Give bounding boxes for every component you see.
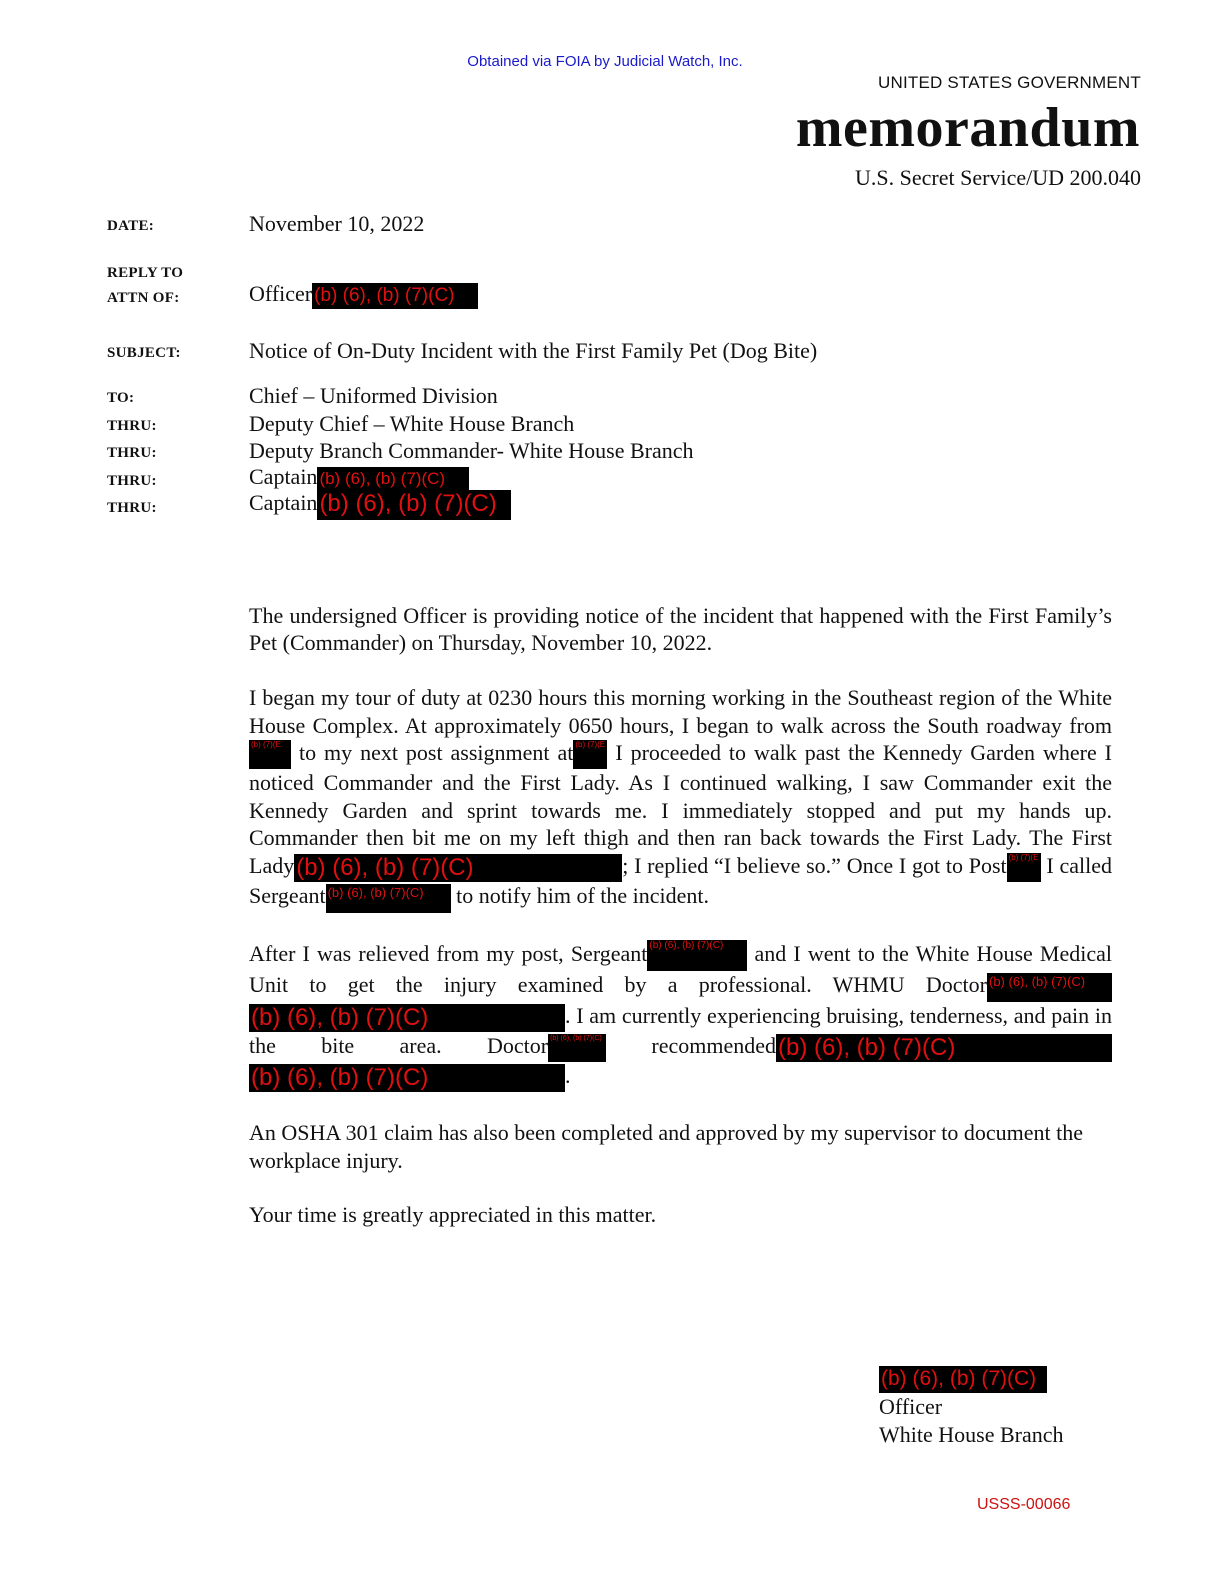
- thru-label: THRU:: [107, 445, 157, 461]
- redaction-box: (b) (6), (b) (7)(C): [776, 1034, 1112, 1062]
- redaction-box: (b) (6), (b) (7)(C): [294, 854, 622, 882]
- reply-label-line1: REPLY TO: [107, 265, 184, 281]
- redaction-box: (b) (6), (b) (7)(C): [548, 1034, 606, 1062]
- redaction-box: (b) (6), (b) (7)(C): [987, 973, 1112, 1002]
- redaction-box: (b) (6), (b) (7)(C): [647, 940, 747, 971]
- body-paragraph-4: An OSHA 301 claim has also been completed and approved by my supervisor to document the workplace injury.: [249, 1120, 1083, 1173]
- foia-notice: Obtained via FOIA by Judicial Watch, Inc.: [467, 53, 743, 70]
- signature-branch: White House Branch: [879, 1421, 1064, 1447]
- body-paragraph-5: Your time is greatly appreciated in this matter.: [249, 1202, 657, 1228]
- thru-value-1: Deputy Chief – White House Branch: [249, 411, 575, 436]
- thru-captain-text: Captain: [249, 490, 318, 516]
- to-value: Chief – Uniformed Division: [249, 383, 498, 408]
- date-value: November 10, 2022: [249, 211, 425, 236]
- redaction-box: (b) (7)(E: [249, 740, 291, 769]
- to-label: TO:: [107, 390, 135, 406]
- reply-value: [249, 281, 478, 309]
- thru-label: THRU:: [107, 418, 157, 434]
- body-text: After I was relieved from my post, Sergeant: [249, 940, 648, 966]
- body-text: I called Sergeant: [249, 852, 1112, 909]
- redaction-box: (b) (6), (b) (7)(C): [249, 1004, 565, 1032]
- signature-redaction: (b) (6), (b) (7)(C): [879, 1366, 1047, 1393]
- redaction-box: (b) (6), (b) (7)(C): [249, 1064, 565, 1092]
- reply-label-line2: ATTN OF:: [107, 290, 180, 306]
- redaction-box: (b) (6), (b) (7)(C): [312, 283, 478, 309]
- body-text: .: [565, 1062, 571, 1088]
- memo-title: memorandum: [795, 97, 1140, 159]
- thru-label: THRU:: [107, 500, 157, 516]
- body-text: and I went to the White House Medical Unit to get the injury examined by a professional. WHMU Doctor: [249, 940, 1112, 998]
- signature-title: Officer: [879, 1394, 943, 1420]
- body-text: recommended: [651, 1032, 776, 1058]
- thru-value-4: [249, 490, 511, 520]
- body-paragraph-1: The undersigned Officer is providing notice of the incident that happened with the First Family’s Pet (Commander) on Thursday, November 10, 2022.: [249, 603, 1112, 656]
- redaction-box: (b) (6), (b) (7)(C): [317, 490, 511, 520]
- body-text: to my next post assignment at: [298, 740, 574, 766]
- redaction-box: (b) (7)(E: [573, 740, 607, 769]
- body-text: to notify him of the incident.: [456, 883, 710, 909]
- date-label: DATE:: [107, 218, 155, 234]
- subject-label: SUBJECT:: [107, 345, 181, 361]
- signature-block: [879, 1364, 1064, 1448]
- body-text: I proceeded to walk past the Kennedy Garden where I noticed Commander and the First Lady. As I continued walking, I saw Commander exit the Kennedy Garden and sprint towards me. I immediately stopped and put my hands up. Commander then bit me on my left thigh and then ran back towards the First Lady. The First Lady: [249, 740, 1112, 878]
- thru-captain-text: Captain: [249, 464, 318, 489]
- body-text: ; I replied “I believe so.” Once I got to Post: [622, 852, 1007, 878]
- body-paragraph-3: [249, 940, 1112, 1092]
- bates-number: USSS-00066: [977, 1496, 1071, 1513]
- memo-body: [249, 602, 1112, 1256]
- thru-value-2: Deputy Branch Commander- White House Branch: [249, 438, 694, 463]
- reply-officer-text: Officer: [249, 281, 313, 306]
- redaction-box: (b) (7)(E: [1007, 853, 1041, 882]
- thru-label: THRU:: [107, 473, 157, 489]
- redaction-box: (b) (6), (b) (7)(C): [326, 884, 451, 913]
- redaction-box: (b) (6), (b) (7)(C): [317, 467, 469, 491]
- government-heading: UNITED STATES GOVERNMENT: [878, 73, 1141, 92]
- body-text: . I am currently experiencing bruising, tenderness, and pain in the bite area. Doctor: [249, 1002, 1112, 1058]
- thru-value-3: [249, 464, 469, 491]
- office-code: U.S. Secret Service/UD 200.040: [855, 165, 1141, 190]
- subject-value: Notice of On-Duty Incident with the First Family Pet (Dog Bite): [249, 338, 818, 363]
- body-text: I began my tour of duty at 0230 hours this morning working in the Southeast region of the White House Complex. At approximately 0650 hours, I began to walk across the South roadway from: [249, 685, 1112, 738]
- body-paragraph-2: [249, 684, 1112, 912]
